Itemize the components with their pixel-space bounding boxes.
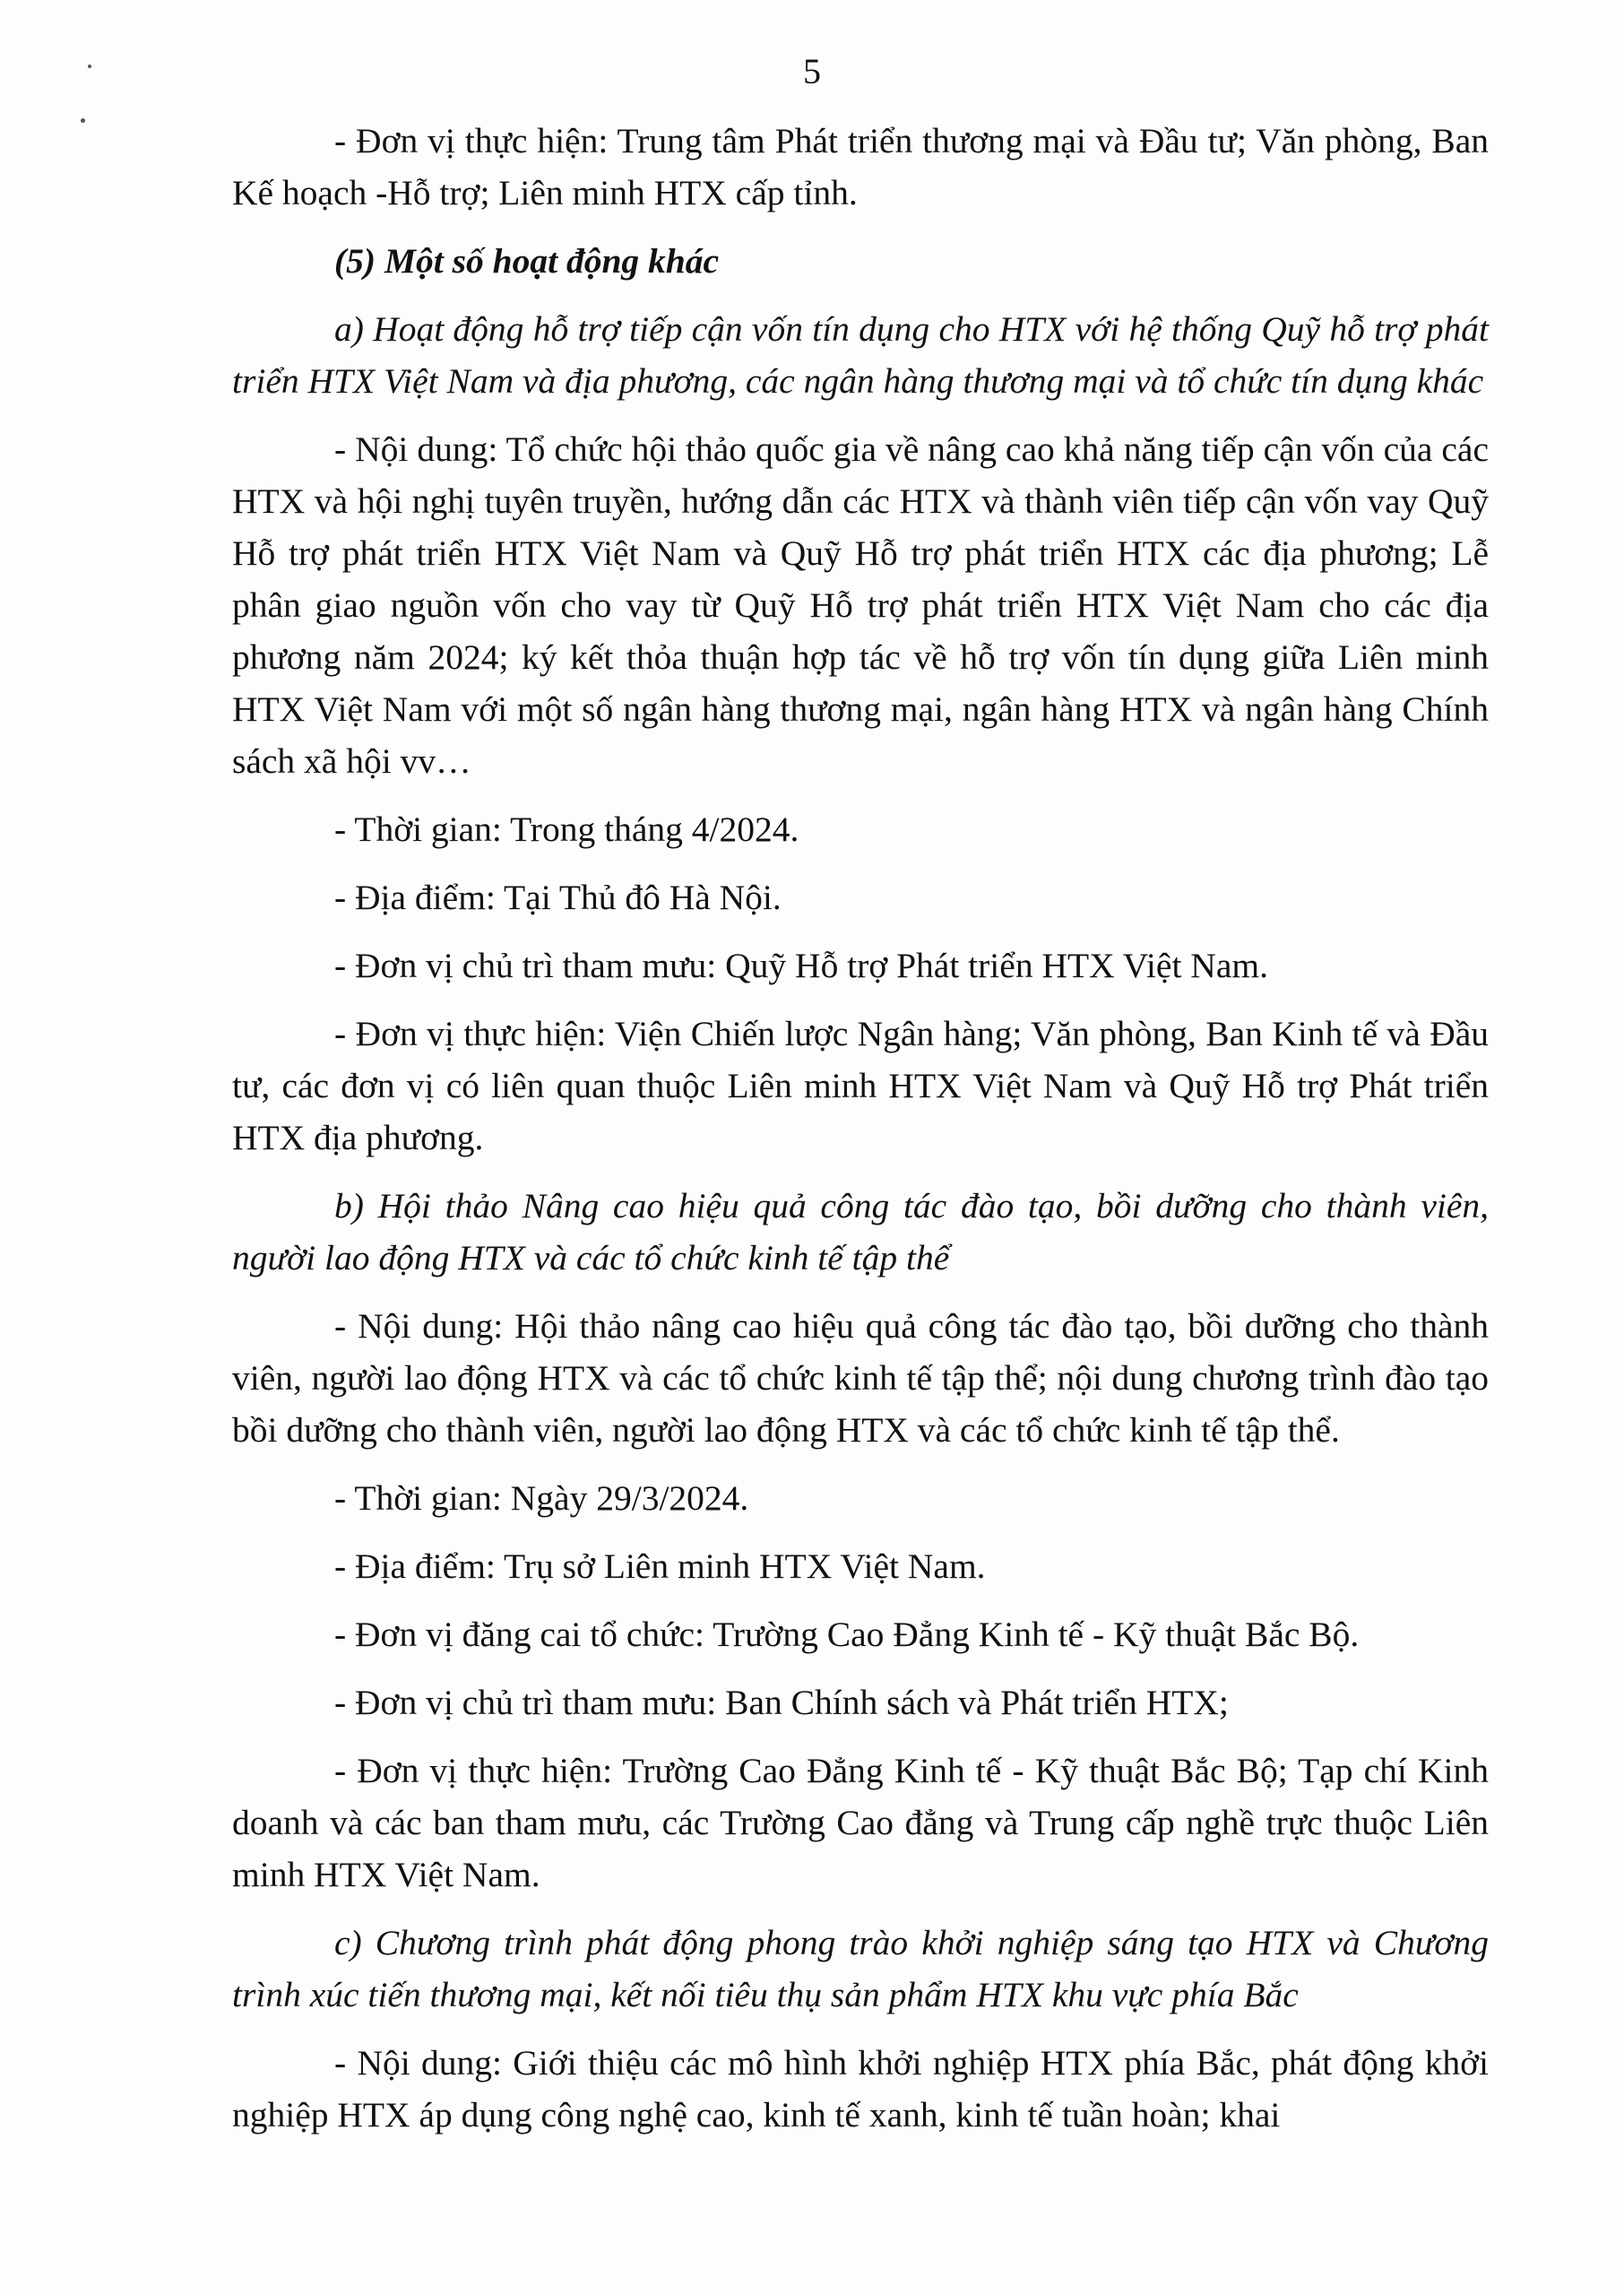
- paragraph-a-lead-unit: - Đơn vị chủ trì tham mưu: Quỹ Hỗ trợ Phát triển HTX Việt Nam.: [334, 946, 1268, 985]
- paragraph-a-time: - Thời gian: Trong tháng 4/2024.: [334, 810, 799, 849]
- subsection-a-title: a) Hoạt động hỗ trợ tiếp cận vốn tín dụng cho HTX với hệ thống Quỹ hỗ trợ phát triển HTX Việt Nam và địa phương, các ngân hàng thương mại và tổ chức tín dụng khác: [232, 309, 1489, 401]
- paragraph-b-content: - Nội dung: Hội thảo nâng cao hiệu quả công tác đào tạo, bồi dưỡng cho thành viên, người lao động HTX và các tổ chức kinh tế tập thể; nội dung chương trình đào tạo bồi dưỡng cho thành viên, người lao động HTX và các tổ chức kinh tế tập thể.: [232, 1306, 1489, 1450]
- page-number: 5: [803, 51, 821, 91]
- paragraph-c-content: - Nội dung: Giới thiệu các mô hình khởi nghiệp HTX phía Bắc, phát động khởi nghiệp HTX áp dụng công nghệ cao, kinh tế xanh, kinh tế tuần hoàn; khai: [232, 2043, 1489, 2135]
- subsection-b-title: b) Hội thảo Nâng cao hiệu quả công tác đào tạo, bồi dưỡng cho thành viên, người lao động HTX và các tổ chức kinh tế tập thể: [232, 1186, 1489, 1277]
- paragraph-a-implementing-units: - Đơn vị thực hiện: Viện Chiến lược Ngân hàng; Văn phòng, Ban Kinh tế và Đầu tư, các đơn vị có liên quan thuộc Liên minh HTX Việt Nam và Quỹ Hỗ trợ Phát triển HTX địa phương.: [232, 1014, 1489, 1157]
- paragraph-b-host-unit: - Đơn vị đăng cai tổ chức: Trường Cao Đẳng Kinh tế - Kỹ thuật Bắc Bộ.: [334, 1615, 1360, 1654]
- scan-speck: [81, 118, 85, 123]
- paragraph-implementing-units-trade: - Đơn vị thực hiện: Trung tâm Phát triển thương mại và Đầu tư; Văn phòng, Ban Kế hoạch -Hỗ trợ; Liên minh HTX cấp tỉnh.: [232, 121, 1489, 212]
- document-body: [232, 115, 1489, 2157]
- section-heading-other-activities: (5) Một số hoạt động khác: [334, 241, 720, 281]
- paragraph-a-location: - Địa điểm: Tại Thủ đô Hà Nội.: [334, 878, 782, 917]
- paragraph-b-lead-unit: - Đơn vị chủ trì tham mưu: Ban Chính sách và Phát triển HTX;: [334, 1683, 1229, 1722]
- paragraph-b-location: - Địa điểm: Trụ sở Liên minh HTX Việt Nam.: [334, 1546, 986, 1586]
- subsection-c-title: c) Chương trình phát động phong trào khởi nghiệp sáng tạo HTX và Chương trình xúc tiến thương mại, kết nối tiêu thụ sản phẩm HTX khu vực phía Bắc: [232, 1923, 1489, 2014]
- paragraph-b-time: - Thời gian: Ngày 29/3/2024.: [334, 1478, 749, 1518]
- paragraph-a-content: - Nội dung: Tổ chức hội thảo quốc gia về nâng cao khả năng tiếp cận vốn của các HTX và hội nghị tuyên truyền, hướng dẫn các HTX và thành viên tiếp cận vốn vay Quỹ Hỗ trợ phát triển HTX Việt Nam và Quỹ Hỗ trợ phát triển HTX các địa phương; Lễ phân giao nguồn vốn cho vay từ Quỹ Hỗ trợ phát triển HTX Việt Nam cho các địa phương năm 2024; ký kết thỏa thuận hợp tác về hỗ trợ vốn tín dụng giữa Liên minh HTX Việt Nam với một số ngân hàng thương mại, ngân hàng HTX và ngân hàng Chính sách xã hội vv…: [232, 429, 1489, 781]
- paragraph-b-implementing-units: - Đơn vị thực hiện: Trường Cao Đẳng Kinh tế - Kỹ thuật Bắc Bộ; Tạp chí Kinh doanh và các ban tham mưu, các Trường Cao đẳng và Trung cấp nghề trực thuộc Liên minh HTX Việt Nam.: [232, 1751, 1489, 1894]
